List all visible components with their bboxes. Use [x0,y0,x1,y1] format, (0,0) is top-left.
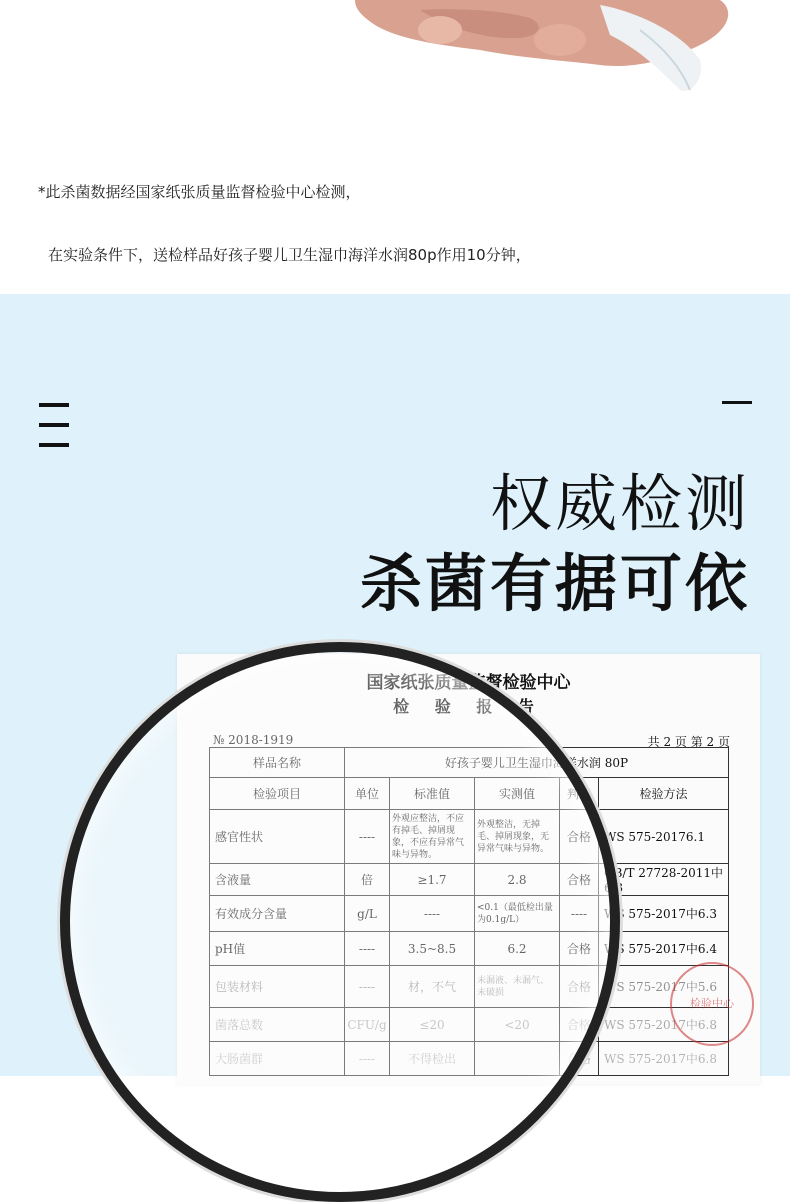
table-cell: WS 575-2017中6.3 [599,896,729,932]
table-cell: g/L [345,896,390,932]
table-cell: WS 575-2017中6.4 [599,932,729,966]
header-cell: 判定 [560,778,599,810]
table-cell: 合格 [560,864,599,896]
report-pages: 共 2 页 第 2 页 [647,735,730,749]
table-cell: 菌落总数 [210,1008,345,1042]
header-cell: 检验方法 [599,778,729,810]
magnifying-glass-icon [60,642,620,1202]
table-cell: ---- [345,1042,390,1076]
table-cell: 大肠菌群 [210,1042,345,1076]
table-cell: ---- [345,810,390,864]
three-bars-icon [39,403,69,451]
table-cell: 材，不气 [390,966,475,1008]
table-cell: 合格 [560,932,599,966]
table-cell: ≥1.7 [390,864,475,896]
note-line-2: 在实验条件下，送检样品好孩子婴儿卫生湿巾海洋水润80p作用10分钟， [48,246,531,264]
table-cell: <20 [475,1008,560,1042]
table-cell: WS 575-20176.1 [599,810,729,864]
note-line-1: *此杀菌数据经国家纸张质量监督检验中心检测， [38,183,361,201]
headline-sterilization-evidence: 杀菌有据可依 [359,547,750,620]
header-cell: 实测值 [475,778,560,810]
table-cell: WS 575-2017中5.6 [599,966,729,1008]
table-cell: ---- [560,896,599,932]
report-number: № 2018-1919 [213,733,294,747]
table-cell: pH值 [210,932,345,966]
sample-value: 好孩子婴儿卫生湿巾海洋水润 80P [345,748,729,778]
header-cell: 检验项目 [210,778,345,810]
hand-holding-wipe-image [0,0,790,110]
table-cell: 3.5~8.5 [390,932,475,966]
table-cell: 包装材料 [210,966,345,1008]
table-cell: ---- [345,966,390,1008]
table-cell: WS 575-2017中6.8 [599,1042,729,1076]
table-cell: 合格 [560,1042,599,1076]
sample-label: 样品名称 [210,748,345,778]
report-title: 检 验 报 告 [393,697,544,716]
table-cell: WS 575-2017中6.8 [599,1008,729,1042]
table-cell: 不得检出 [390,1042,475,1076]
table-cell: <0.1（最低检出量为0.1g/L） [475,896,560,932]
table-cell: 未漏液、未漏气、未破损 [475,966,560,1008]
table-cell: ---- [345,932,390,966]
hero-top-section [0,0,790,294]
table-cell: 合格 [560,966,599,1008]
red-seal-stamp: 检验中心 [670,962,754,1046]
table-cell: 有效成分含量 [210,896,345,932]
table-cell: 感官性状 [210,810,345,864]
table-cell: ---- [390,896,475,932]
table-cell: 外观整洁，无掉毛、掉屑现象，无异常气味与异物。 [475,810,560,864]
table-cell: GB/T 27728-2011中6.3 [599,864,729,896]
header-cell: 标准值 [390,778,475,810]
table-cell: 倍 [345,864,390,896]
header-cell: 单位 [345,778,390,810]
table-cell: 6.2 [475,932,560,966]
table-cell: 合格 [560,810,599,864]
single-bar-icon [722,401,752,404]
report-organization: 国家纸张质量监督检验中心 [366,673,571,693]
table-cell: 2.8 [475,864,560,896]
table-cell: 合格 [560,1008,599,1042]
table-cell: ≤20 [390,1008,475,1042]
table-cell: 外观应整洁，不应有掉毛、掉屑现象，不应有异常气味与异物。 [390,810,475,864]
table-cell: CFU/g [345,1008,390,1042]
table-cell: 含液量 [210,864,345,896]
headline-authority-test: 权威检测 [489,467,750,540]
